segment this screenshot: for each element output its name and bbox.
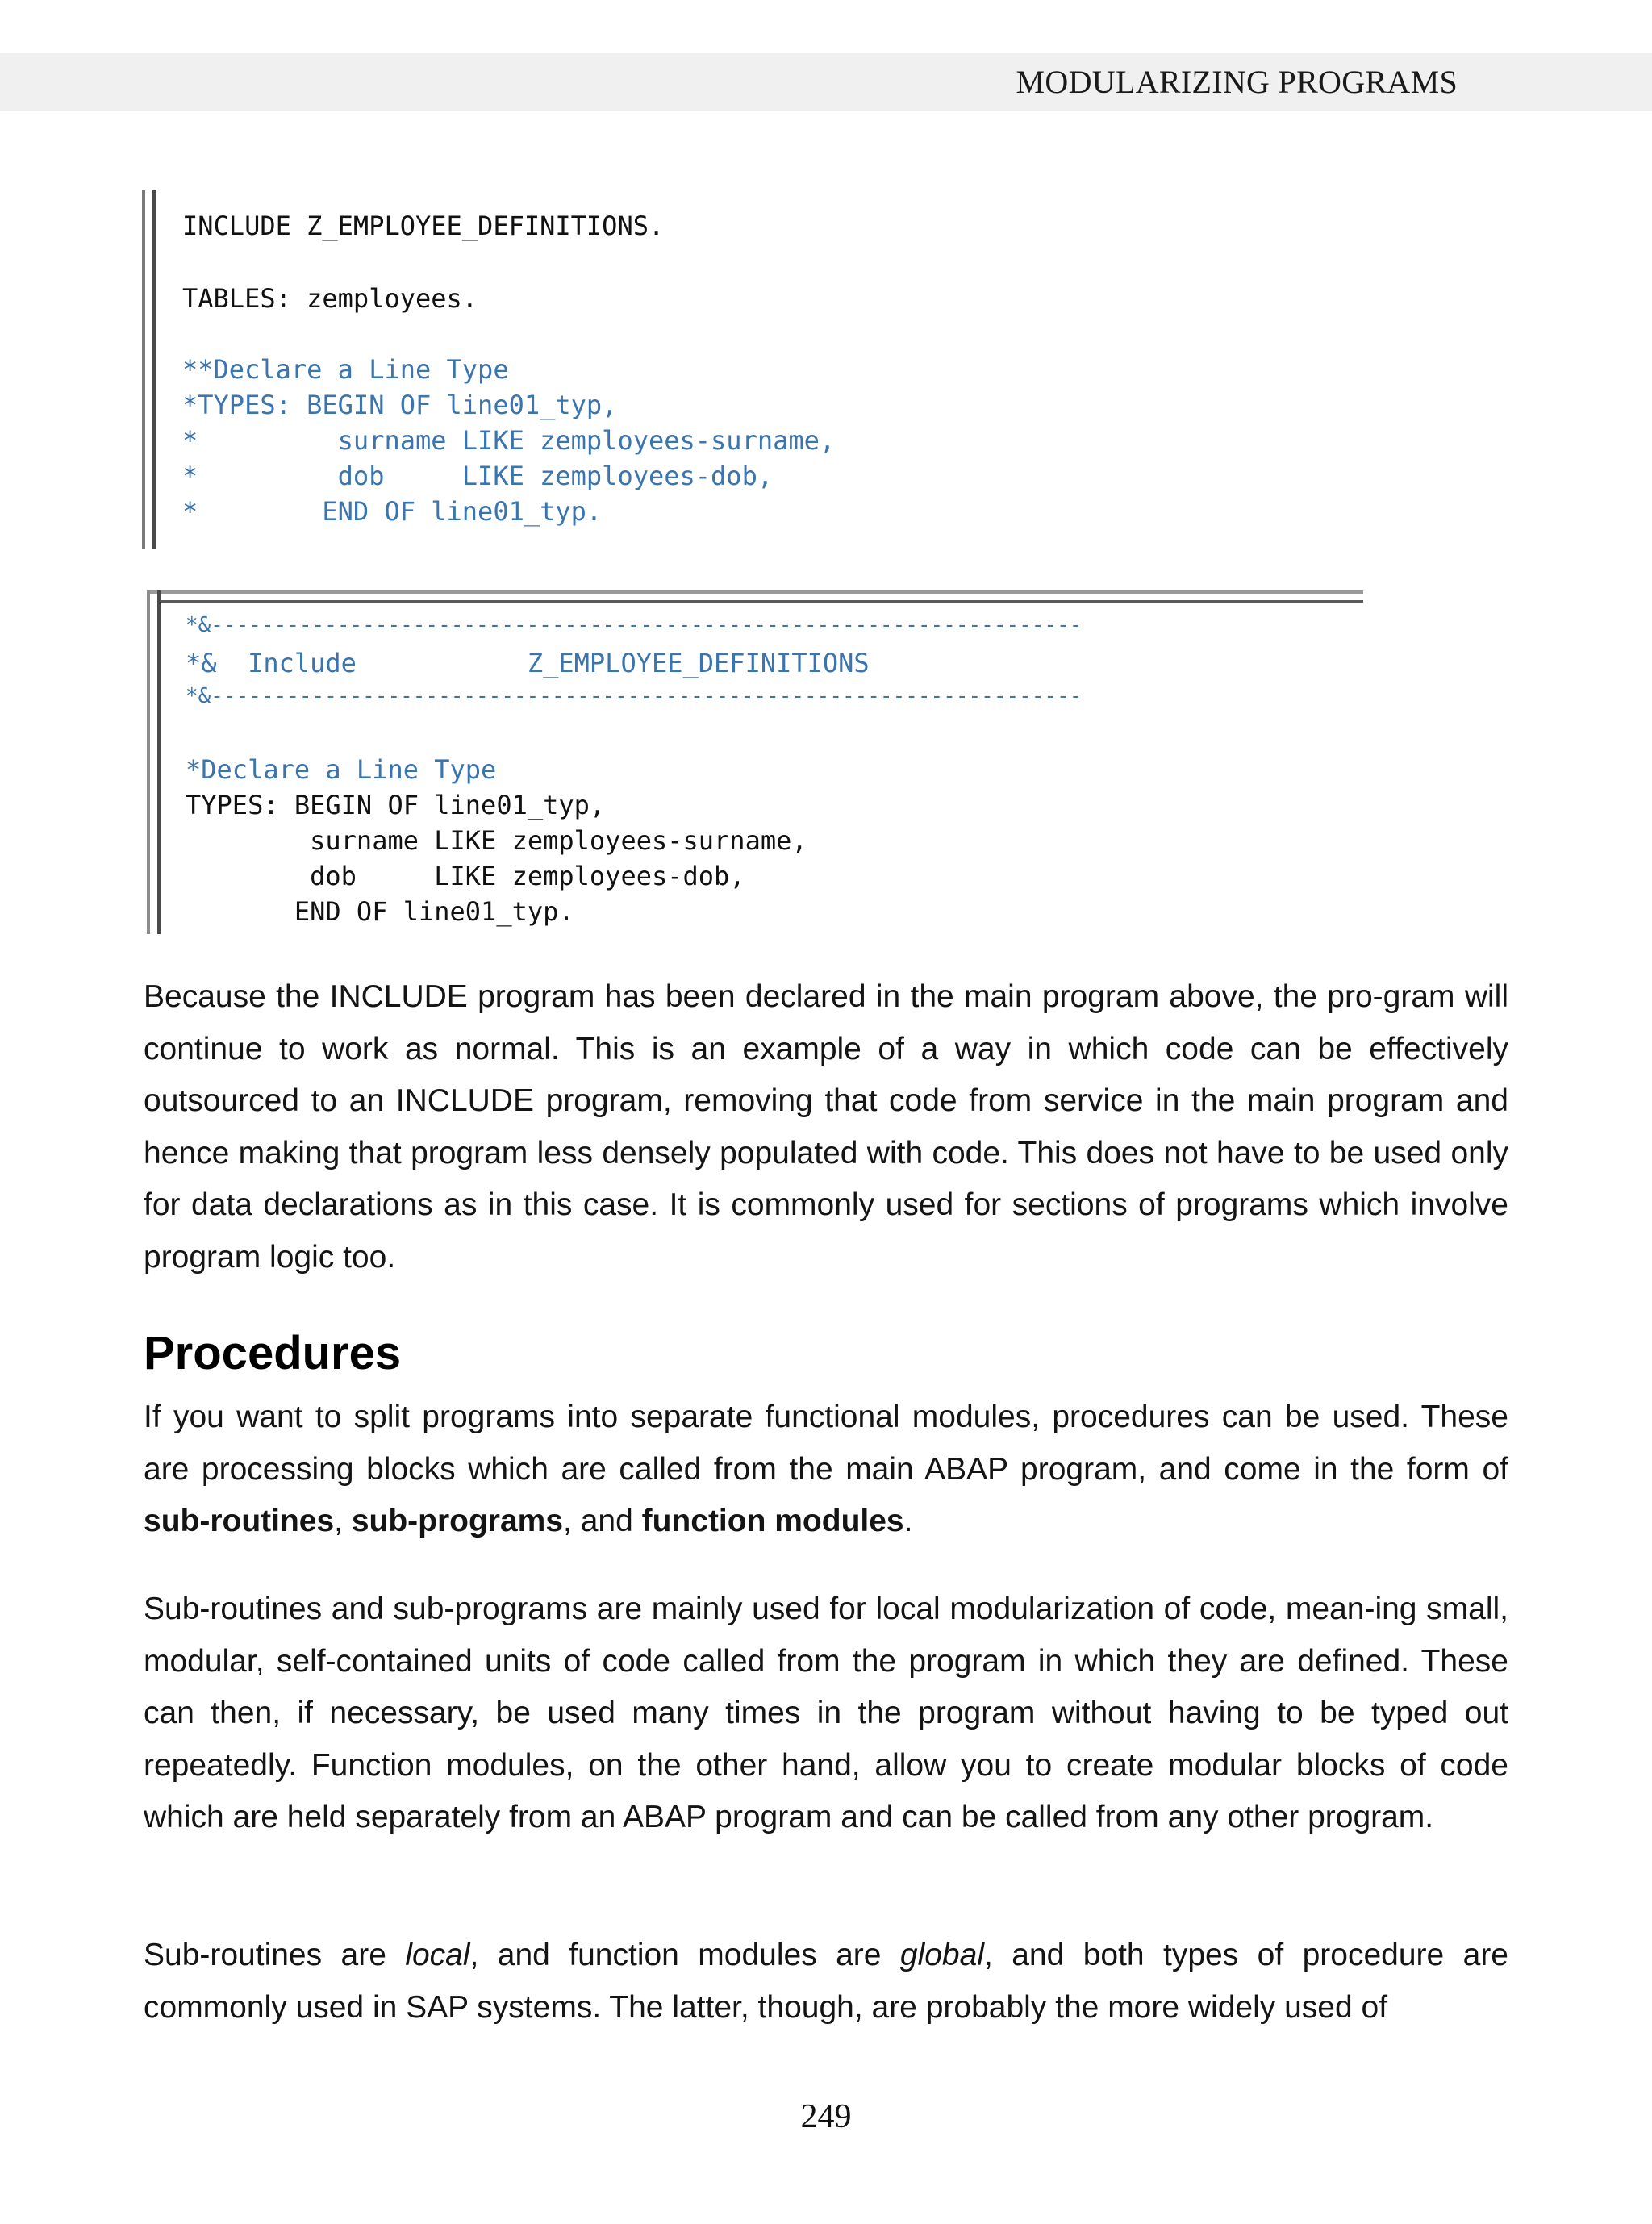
code-comment-line: *&--------------------------------------------------------------------- xyxy=(186,684,1083,708)
code-line: surname LIKE zemployees-surname, xyxy=(186,825,807,856)
code-comment-line: * END OF line01_typ. xyxy=(182,496,603,527)
term-sub-programs: sub-programs xyxy=(351,1504,564,1538)
paragraph-text: , and xyxy=(563,1504,642,1538)
code-comment-line: * dob LIKE zemployees-dob, xyxy=(182,461,774,491)
editor-frame-line xyxy=(147,590,1363,594)
running-header xyxy=(0,53,1652,111)
code-comment-line: *Declare a Line Type xyxy=(186,754,497,785)
term-global: global xyxy=(899,1938,984,1972)
paragraph-text: , xyxy=(334,1504,352,1538)
code-line: INCLUDE Z_EMPLOYEE_DEFINITIONS. xyxy=(182,211,665,241)
paragraph-text: Sub-routines are xyxy=(144,1938,406,1972)
paragraph-subroutines: Sub-routines and sub-programs are mainly used for local modularization of code, mean-ing small, modular, self-contained units of code called from the program in which they are defined. These can then, if necessary, be used many times in the program without having to be typed out repeatedly. Function modules, on the other hand, allow you to create modular blocks of code which are held separately from an ABAP program and can be called from any other program. xyxy=(144,1592,1508,1834)
paragraph-text: , and both types of procedure are commonly used in SAP systems. The latter, though, are probably the more widely used of xyxy=(144,1938,1508,2025)
code-screenshot-main-program xyxy=(142,190,991,549)
code-comment-line: *& Include Z_EMPLOYEE_DEFINITIONS xyxy=(186,648,870,678)
editor-frame-line xyxy=(157,600,1363,603)
paragraph-text: , and function modules are xyxy=(469,1938,900,1972)
code-line: TABLES: zemployees. xyxy=(182,283,478,314)
code-line: dob LIKE zemployees-dob, xyxy=(186,861,745,891)
running-header-title: MODULARIZING PROGRAMS xyxy=(1016,64,1458,100)
code-comment-line: **Declare a Line Type xyxy=(182,354,509,385)
code-comment-line: *TYPES: BEGIN OF line01_typ, xyxy=(182,390,618,420)
term-function-modules: function modules xyxy=(641,1504,904,1538)
term-sub-routines: sub-routines xyxy=(144,1504,335,1538)
editor-gutter-line xyxy=(152,190,156,549)
page-number: 249 xyxy=(800,2098,852,2135)
code-comment-line: *&--------------------------------------------------------------------- xyxy=(186,613,1083,637)
paragraph-include-explanation: Because the INCLUDE program has been declared in the main program above, the pro-gram will continue to work as normal. This is an example of a way in which code can be effectively outsourced to an INCLUDE program, removing that code from service in the main program and hence making that program less densely populated with code. This does not have to be used only for data declarations as in this case. It is commonly used for sections of programs which involve program logic too. xyxy=(144,979,1508,1275)
paragraph-procedures-intro xyxy=(144,1392,1508,1548)
term-local: local xyxy=(405,1938,470,1972)
paragraph-local-global xyxy=(144,1930,1508,2034)
code-screenshot-include-program xyxy=(147,590,1363,934)
paragraph-text: . xyxy=(903,1504,913,1538)
editor-gutter-line xyxy=(157,590,161,934)
editor-gutter-line xyxy=(142,190,145,549)
code-line: TYPES: BEGIN OF line01_typ, xyxy=(186,790,606,820)
editor-gutter-line xyxy=(147,590,150,934)
paragraph-text: If you want to split programs into separate functional modules, procedures can be used. These are processing blocks which are called from the main ABAP program, and come in the form of xyxy=(144,1400,1508,1487)
section-heading-procedures: Procedures xyxy=(144,1327,402,1379)
code-comment-line: * surname LIKE zemployees-surname, xyxy=(182,425,836,456)
code-line: END OF line01_typ. xyxy=(186,896,574,927)
